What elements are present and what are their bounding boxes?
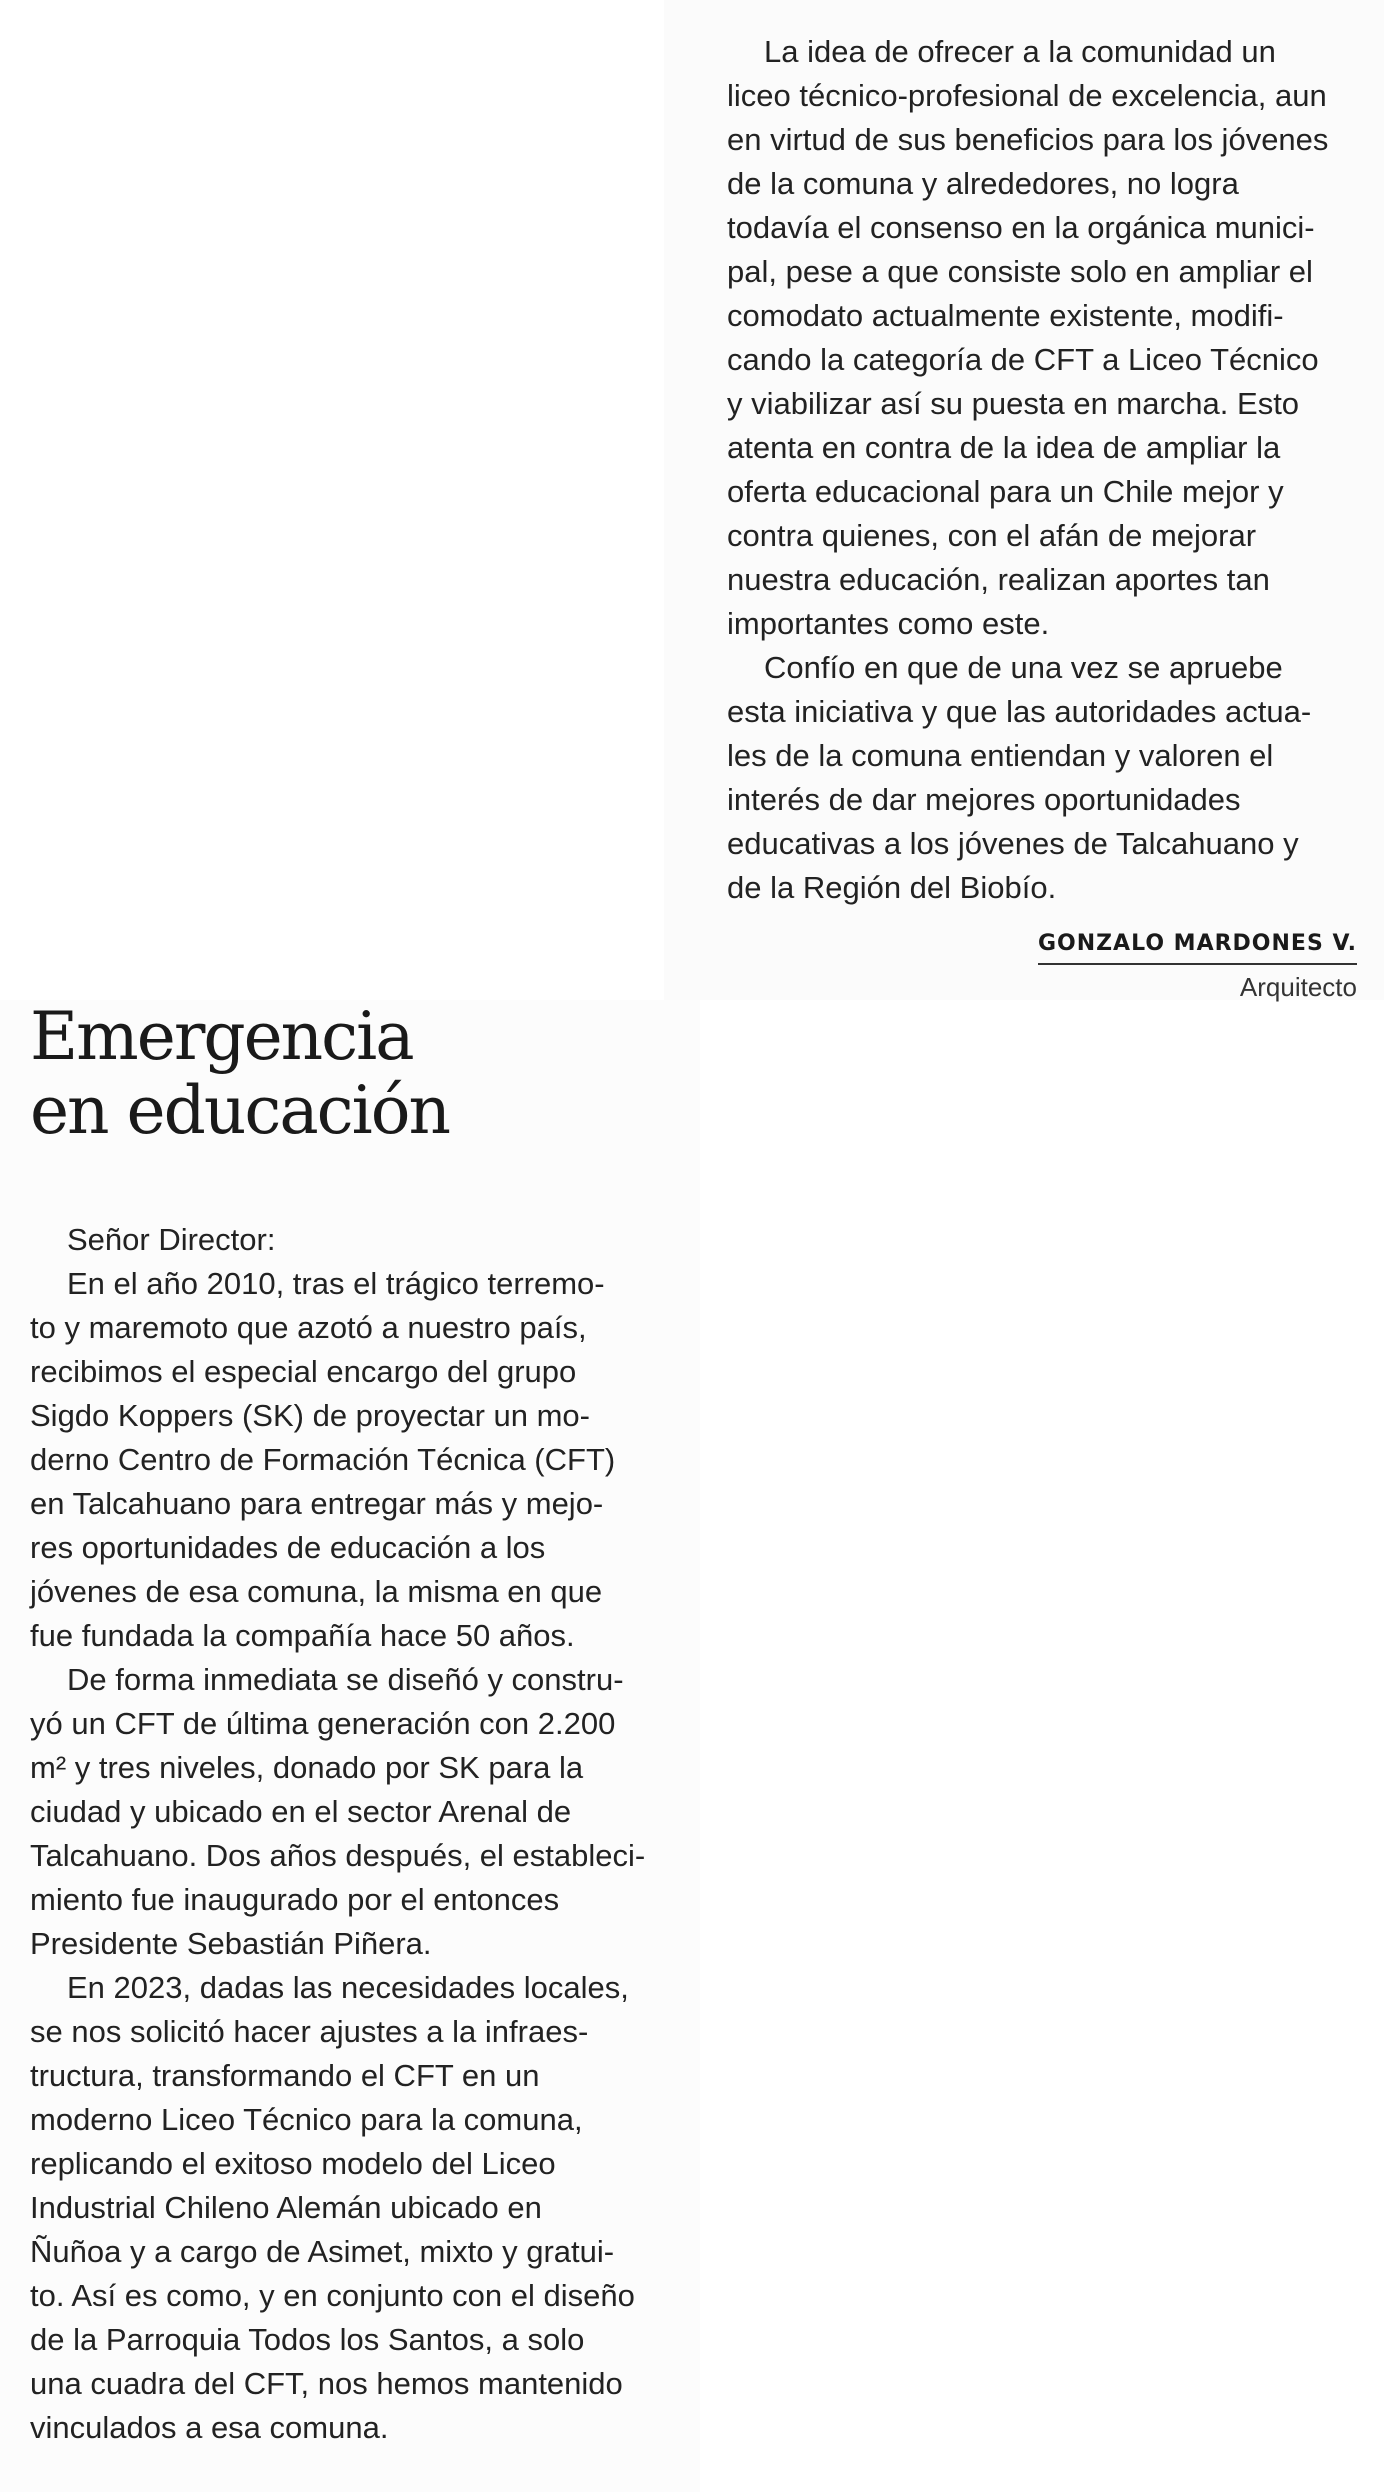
letter-paragraph: La idea de ofrecer a la comunidad un liceo técnico-profesional de excelencia, aun en virtud de sus beneficios para los jóvenes de la comuna y alrededores, no logra todavía el consenso en la orgánica munici- pal, pese a que consiste solo en ampliar el comodato actualmente existente, modifi- cando la categoría de CFT a Liceo Técnico y viabilizar así su puesta en marcha. Esto atenta en contra de la idea de ampliar la oferta educacional para un Chile mejor y contra quienes, con el afán de mejorar nuestra educación, realizan aportes tan importantes como este. xyxy=(727,34,1329,641)
letter-paragraph: De forma inmediata se diseñó y constru- yó un CFT de última generación con 2.200 m² y tres niveles, donado por SK para la ciudad y ubicado en el sector Arenal de Talcahuano. Dos años después, el estableci- miento fue inaugurado por el entonces Presidente Sebastián Piñera. xyxy=(30,1662,646,1961)
letter-signature xyxy=(727,918,1357,1003)
signature-role: Arquitecto xyxy=(1239,972,1357,1002)
letter-column xyxy=(0,1000,700,2492)
letter-salutation: Señor Director: xyxy=(67,1222,276,1257)
letter-paragraph: Confío en que de una vez se apruebe esta iniciativa y que las autoridades actua- les de la comuna entiendan y valoren el interés de dar mejores oportunidades educativas a los jóvenes de Talcahuano y de la Región del Biobío. xyxy=(727,650,1312,905)
letter-headline: Emergencia en educación xyxy=(30,998,449,1149)
letter-continuation-column xyxy=(664,0,1384,1000)
signature-name: GONZALO MARDONES V. xyxy=(1038,929,1357,965)
letter-paragraph: En el año 2010, tras el trágico terremo- to y maremoto que azotó a nuestro país, recibimos el especial encargo del grupo Sigdo Koppers (SK) de proyectar un mo- derno Centro de Formación Técnica (CFT) en Talcahuano para entregar más y mejo- res oportunidades de educación a los jóvenes de esa comuna, la misma en que fue fundada la compañía hace 50 años. xyxy=(30,1266,616,1653)
letter-continuation-body xyxy=(727,30,1357,1003)
letter-body xyxy=(30,1218,660,2450)
letter-paragraph: En 2023, dadas las necesidades locales, se nos solicitó hacer ajustes a la infraes- tructura, transformando el CFT en un moderno Liceo Técnico para la comuna, replicando el exitoso modelo del Liceo Industrial Chileno Alemán ubicado en Ñuñoa y a cargo de Asimet, mixto y gratui- to. Así es como, y en conjunto con el diseño de la Parroquia Todos los Santos, a solo una cuadra del CFT, nos hemos mantenido vinculados a esa comuna. xyxy=(30,1970,635,2445)
